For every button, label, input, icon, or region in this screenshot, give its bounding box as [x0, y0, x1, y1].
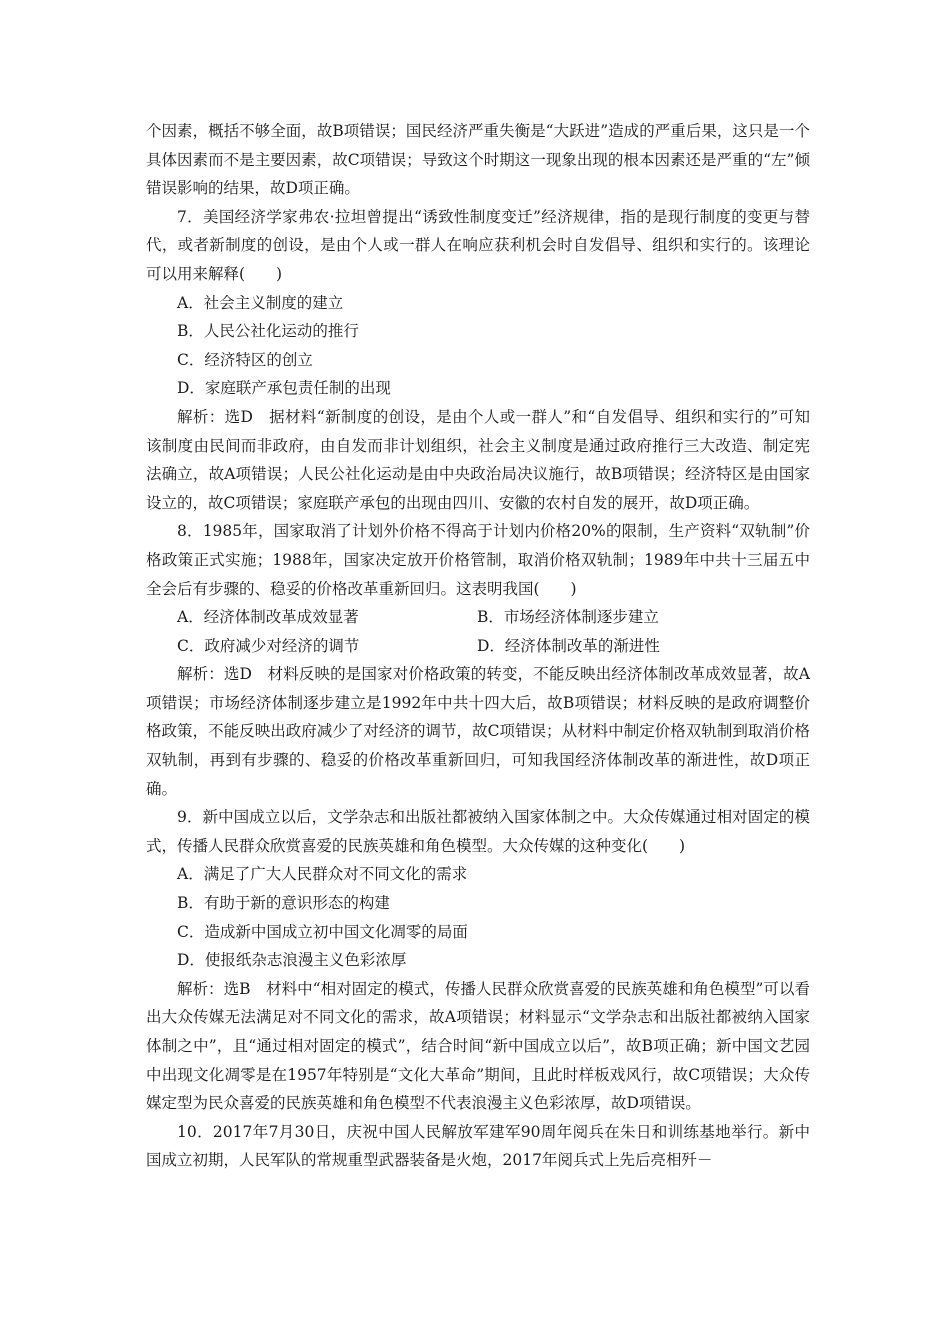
question-8-option-a: A．经济体制改革成效显著 — [177, 608, 359, 627]
question-8-options-row-2 — [146, 632, 810, 661]
question-7-option-c: C．经济特区的创立 — [177, 350, 313, 369]
question-10-stem: 10．2017年7月30日，庆祝中国人民解放军建军90周年阅兵在朱日和训练基地举行。新中国成立初期，人民军队的常规重型武器装备是火炮，2017年阅兵式上先后亮相歼－ — [146, 1122, 810, 1170]
question-8-options-row-1 — [146, 603, 810, 632]
question-7-option-a: A．社会主义制度的建立 — [177, 293, 344, 312]
question-8-option-d: D．经济体制改革的渐进性 — [477, 636, 660, 655]
question-9-option-a: A．满足了广大人民群众对不同文化的需求 — [177, 865, 468, 884]
question-8-option-c: C．政府减少对经济的调节 — [177, 636, 360, 655]
question-9-option-b: B．有助于新的意识形态的构建 — [177, 894, 390, 913]
document-page — [146, 117, 810, 1175]
question-7-option-d: D．家庭联产承包责任制的出现 — [177, 379, 391, 398]
question-8-option-b: B．市场经济体制逐步建立 — [477, 608, 659, 627]
intro-paragraph: 个因素，概括不够全面，故B项错误；国民经济严重失衡是“大跃进”造成的严重后果，这只是一个具体因素而不是主要因素，故C项错误；导致这个时期这一现象出现的根本因素还是严重的“左”倾错误影响的结果，故D项正确。 — [146, 122, 810, 198]
question-8-analysis: 解析：选D 材料反映的是国家对价格政策的转变，不能反映出经济体制改革成效显著，故A项错误；市场经济体制逐步建立是1992年中共十四大后，故B项错误；材料反映的是政府调整价格政策，不能反映出政府减少了对经济的调节，故C项错误；从材料中制定价格双轨制到取消价格双轨制，再到有步骤的、稳妥的价格改革重新回归，可知我国经济体制改革的渐进性，故D项正确。 — [146, 665, 810, 798]
question-9-stem: 9．新中国成立以后，文学杂志和出版社都被纳入国家体制之中。大众传媒通过相对固定的模式，传播人民群众欣赏喜爱的民族英雄和角色模型。大众传媒的这种变化( ) — [146, 808, 810, 855]
question-7-stem: 7．美国经济学家弗农·拉坦曾提出“诱致性制度变迁”经济规律，指的是现行制度的变更与替代，或者新制度的创设，是由个人或一群人在响应获利机会时自发倡导、组织和实行的。该理论可以用来解释( ) — [146, 207, 810, 283]
question-8-stem: 8．1985年，国家取消了计划外价格不得高于计划内价格20%的限制，生产资料“双轨制”价格政策正式实施；1988年，国家决定放开价格管制，取消价格双轨制；1989年中共十三届五中全会后有步骤的、稳妥的价格改革重新回归。这表明我国( ) — [146, 522, 810, 598]
question-9-option-c: C．造成新中国成立初中国文化凋零的局面 — [177, 922, 468, 941]
question-7-option-b: B．人民公社化运动的推行 — [177, 322, 359, 341]
question-7-analysis: 解析：选D 据材料“新制度的创设，是由个人或一群人”和“自发倡导、组织和实行的”可知该制度由民间而非政府，由自发而非计划组织，社会主义制度是通过政府推行三大改造、制定宪法确立，故A项错误；人民公社化运动是由中央政治局决议施行，故B项错误；经济特区是由国家设立的，故C项错误；家庭联产承包的出现由四川、安徽的农村自发的展开，故D项正确。 — [146, 407, 810, 512]
question-9-analysis: 解析：选B 材料中“相对固定的模式，传播人民群众欣赏喜爱的民族英雄和角色模型”可以看出大众传媒无法满足对不同文化的需求，故A项错误；材料显示“文学杂志和出版社都被纳入国家体制之中”，且“通过相对固定的模式”，结合时间“新中国成立以后”，故B项正确；新中国文艺园中出现文化凋零是在1957年特别是“文化大革命”期间，且此时样板戏风行，故C项错误；大众传媒定型为民众喜爱的民族英雄和角色模型不代表浪漫主义色彩浓厚，故D项错误。 — [146, 979, 810, 1113]
question-9-option-d: D．使报纸杂志浪漫主义色彩浓厚 — [177, 951, 407, 970]
